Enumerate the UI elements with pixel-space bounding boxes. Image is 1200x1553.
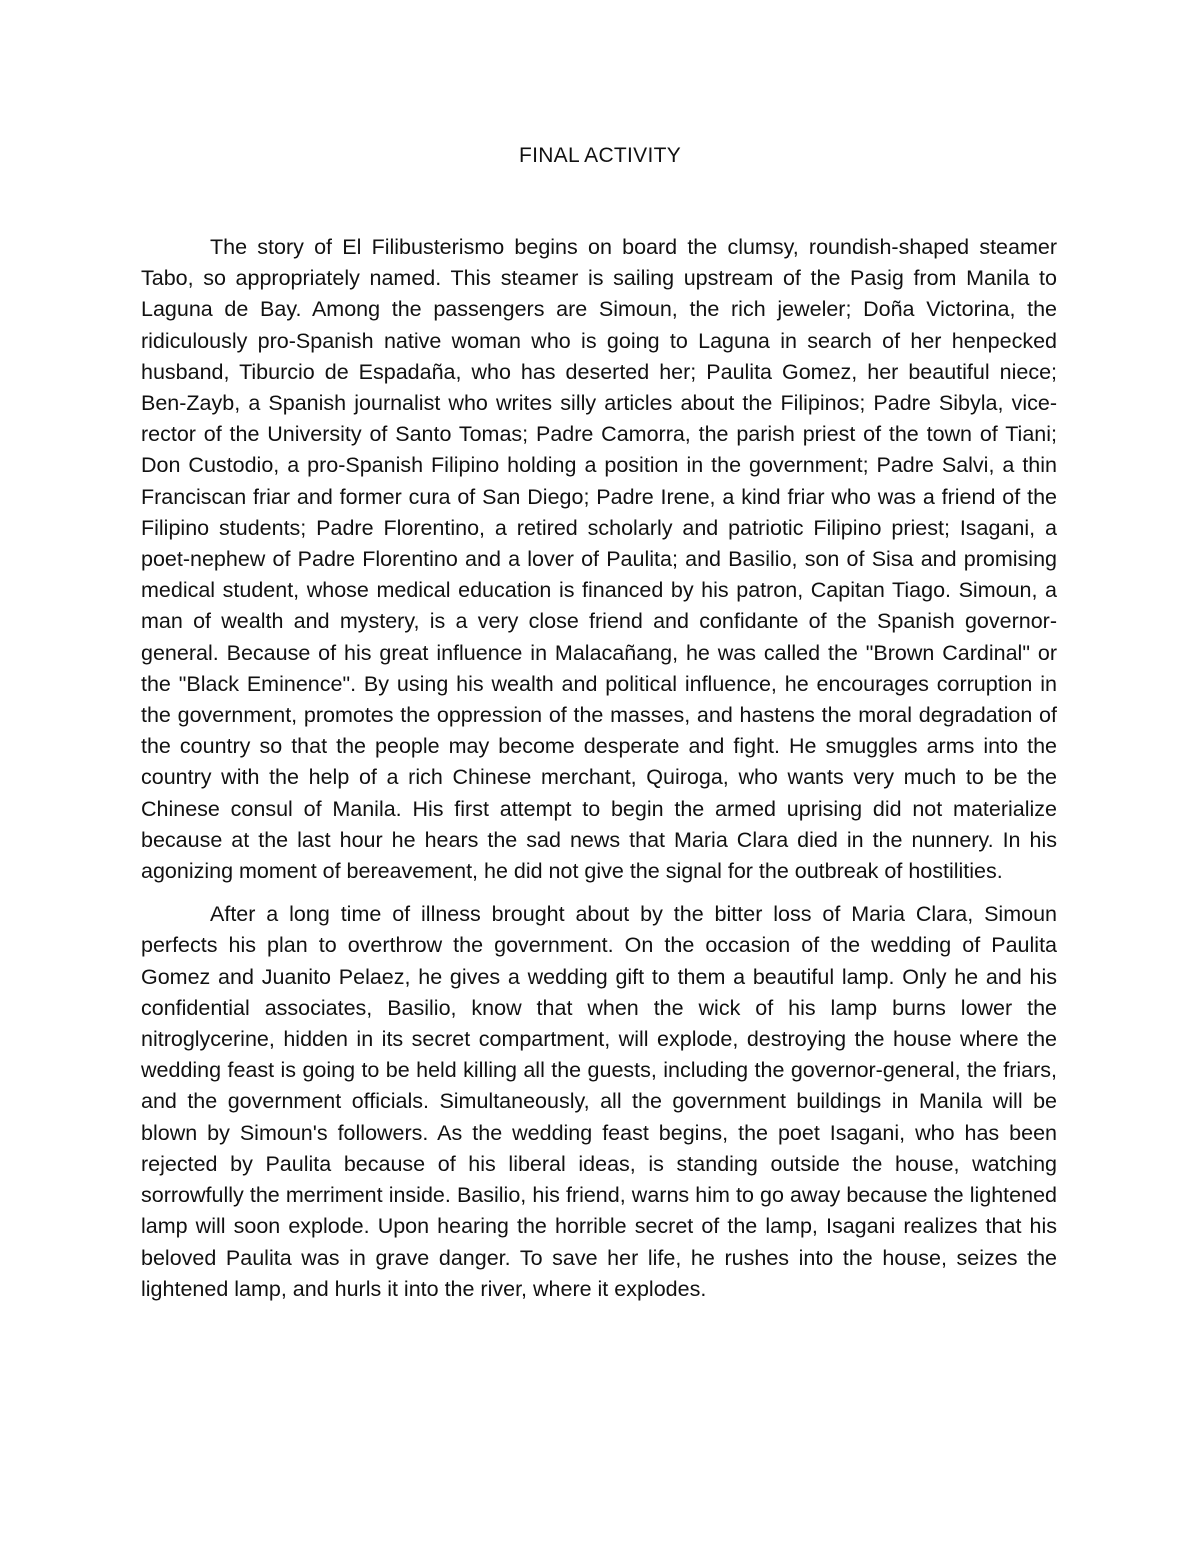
document-title: FINAL ACTIVITY: [518, 144, 682, 167]
document-body: [141, 232, 1057, 1305]
paragraph-1: The story of El Filibusterismo begins on board the clumsy, roundish-shaped steamer Tabo, so appropriately named. This steamer is sailing upstream of the Pasig from Manila to Laguna de Bay. Among the passengers are Simoun, the rich jeweler; Doña Victorina, the ridiculously pro-Spanish native woman who is going to Laguna in search of her henpecked husband, Tiburcio de Espadaña, who has deserted her; Paulita Gomez, her beautiful niece; Ben-Zayb, a Spanish journalist who writes silly articles about the Filipinos; Padre Sibyla, vice-rector of the University of Santo Tomas; Padre Camorra, the parish priest of the town of Tiani; Don Custodio, a pro-Spanish Filipino holding a position in the government; Padre Salvi, a thin Franciscan friar and former cura of San Diego; Padre Irene, a kind friar who was a friend of the Filipino students; Padre Florentino, a retired scholarly and patriotic Filipino priest; Isagani, a poet-nephew of Padre Florentino and a lover of Paulita; and Basilio, son of Sisa and promising medical student, whose medical education is financed by his patron, Capitan Tiago. Simoun, a man of wealth and mystery, is a very close friend and confidante of the Spanish governor-general. Because of his great influence in Malacañang, he was called the "Brown Cardinal" or the "Black Eminence". By using his wealth and political influence, he encourages corruption in the government, promotes the oppression of the masses, and hastens the moral degradation of the country so that the people may become desperate and fight. He smuggles arms into the country with the help of a rich Chinese merchant, Quiroga, who wants very much to be the Chinese consul of Manila. His first attempt to begin the armed uprising did not materialize because at the last hour he hears the sad news that Maria Clara died in the nunnery. In his agonizing moment of bereavement, he did not give the signal for the outbreak of hostilities.: [141, 235, 1057, 884]
paragraph-2: After a long time of illness brought about by the bitter loss of Maria Clara, Simoun perfects his plan to overthrow the government. On the occasion of the wedding of Paulita Gomez and Juanito Pelaez, he gives a wedding gift to them a beautiful lamp. Only he and his confidential associates, Basilio, know that when the wick of his lamp burns lower the nitroglycerine, hidden in its secret compartment, will explode, destroying the house where the wedding feast is going to be held killing all the guests, including the governor-general, the friars, and the government officials. Simultaneously, all the government buildings in Manila will be blown by Simoun's followers. As the wedding feast begins, the poet Isagani, who has been rejected by Paulita because of his liberal ideas, is standing outside the house, watching sorrowfully the merriment inside. Basilio, his friend, warns him to go away because the lightened lamp will soon explode. Upon hearing the horrible secret of the lamp, Isagani realizes that his beloved Paulita was in grave danger. To save her life, he rushes into the house, seizes the lightened lamp, and hurls it into the river, where it explodes.: [141, 902, 1057, 1301]
